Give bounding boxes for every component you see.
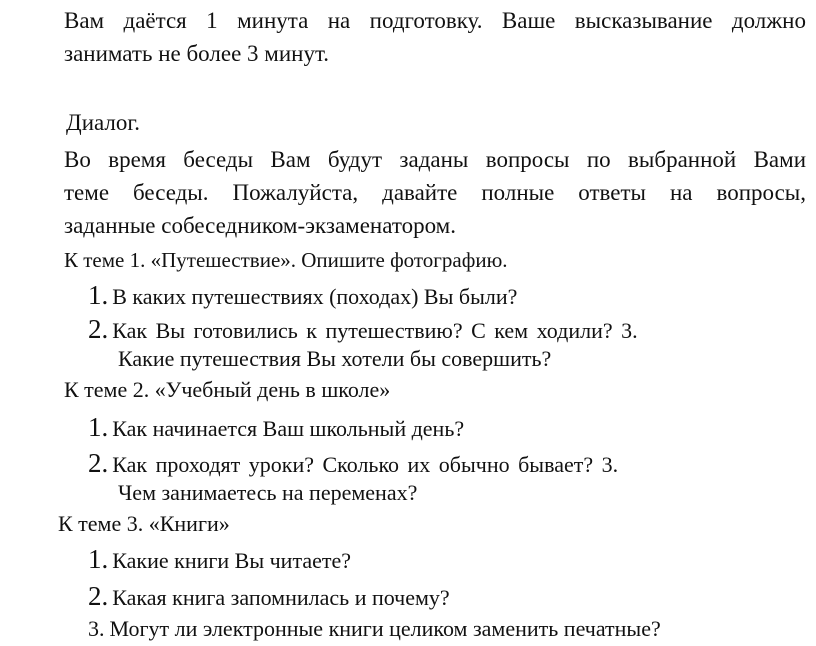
topic-3-question-3 bbox=[88, 614, 661, 644]
question-number: 1. bbox=[88, 544, 109, 574]
intro-paragraph bbox=[64, 4, 806, 70]
topic-1-question-1 bbox=[88, 280, 517, 312]
instruction-line-3: заданные собеседником-экзаменатором. bbox=[64, 213, 456, 238]
topic-3-question-2 bbox=[88, 581, 450, 613]
topic-2-question-2 bbox=[88, 448, 618, 480]
intro-line-2: занимать не более 3 минут. bbox=[64, 41, 330, 66]
topic-1-question-2-continuation: Какие путешествия Вы хотели бы совершить? bbox=[118, 346, 552, 371]
question-text: Могут ли электронные книги целиком заменить печатные? bbox=[109, 616, 661, 641]
intro-line-1: Вам даётся 1 минута на подготовку. Ваше высказывание должно bbox=[64, 8, 806, 33]
question-text: Как начинается Ваш школьный день? bbox=[112, 416, 465, 441]
question-number: 2. bbox=[88, 448, 109, 478]
question-number: 3. bbox=[88, 616, 105, 641]
topic-1-question-2 bbox=[88, 314, 708, 346]
topic-3-title: К теме 3. «Книги» bbox=[58, 511, 230, 536]
topic-3-question-1 bbox=[88, 544, 351, 576]
topic-2-question-2-continuation: Чем занимаетесь на переменах? bbox=[118, 480, 418, 505]
instruction-paragraph bbox=[64, 143, 806, 242]
question-text: Как Вы готовились к путешествию? С кем ходили? 3. bbox=[112, 318, 638, 343]
question-text: В каких путешествиях (походах) Вы были? bbox=[112, 284, 518, 309]
topic-1-title: К теме 1. «Путешествие». Опишите фотографию. bbox=[64, 248, 508, 272]
question-text: Какая книга запомнилась и почему? bbox=[112, 585, 450, 610]
dialog-heading: Диалог. bbox=[66, 110, 140, 135]
instruction-line-1: Во время беседы Вам будут заданы вопросы по выбранной Вами bbox=[64, 147, 806, 172]
question-text: Какие книги Вы читаете? bbox=[112, 548, 352, 573]
topic-2-title: К теме 2. «Учебный день в школе» bbox=[64, 377, 391, 402]
question-number: 1. bbox=[88, 280, 109, 310]
question-text: Как проходят уроки? Сколько их обычно бывает? 3. bbox=[112, 452, 619, 477]
question-number: 2. bbox=[88, 314, 109, 344]
topic-2-question-1 bbox=[88, 412, 464, 444]
question-number: 1. bbox=[88, 412, 109, 442]
question-number: 2. bbox=[88, 581, 109, 611]
instruction-line-2: теме беседы. Пожалуйста, давайте полные ответы на вопросы, bbox=[64, 180, 806, 205]
